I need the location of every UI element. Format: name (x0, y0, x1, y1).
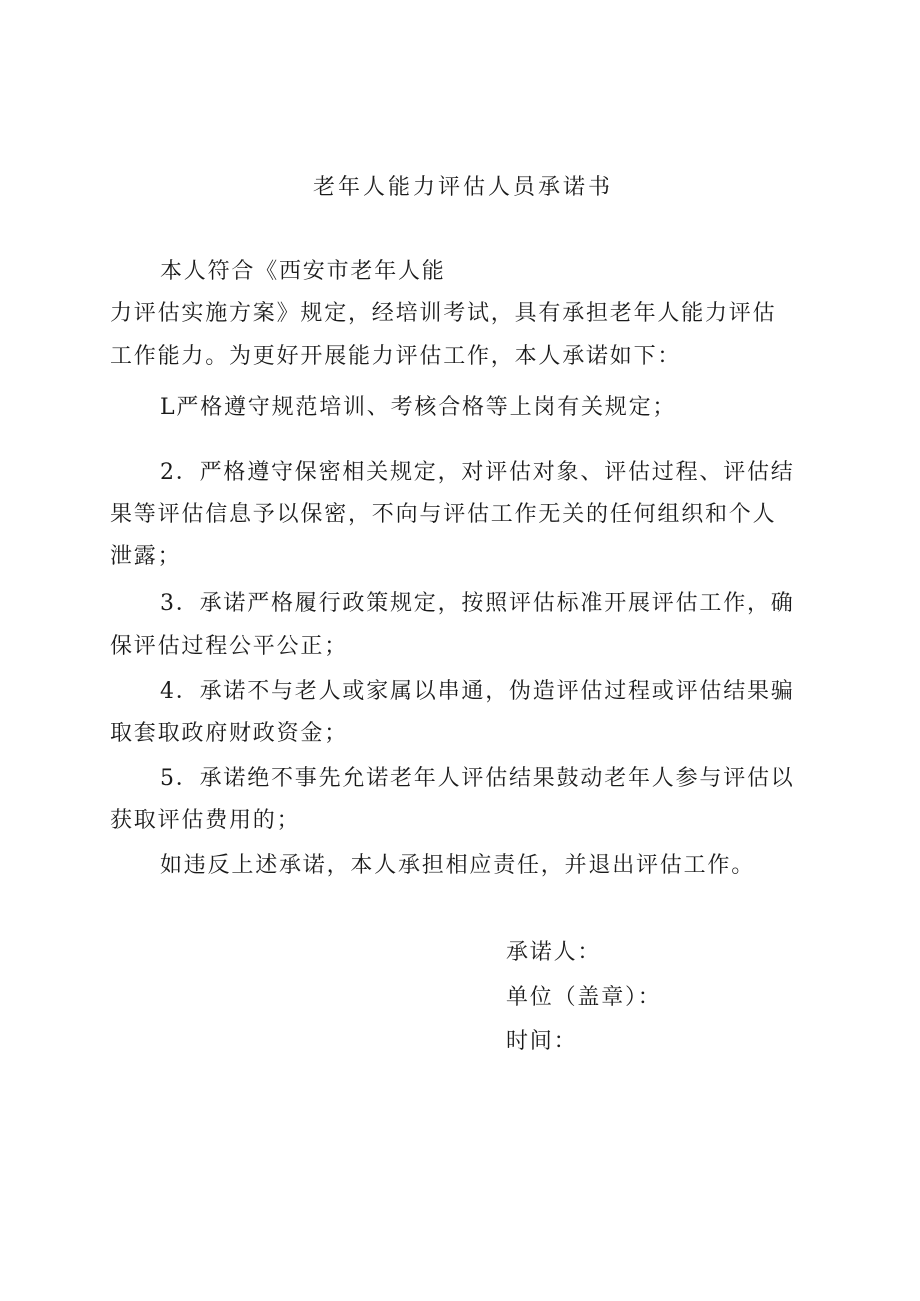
item-4-line-1: 4．承诺不与老人或家属以串通，伪造评估过程或评估结果骗 (160, 679, 795, 704)
item-3-line-1: 3．承诺严格履行政策规定，按照评估标准开展评估工作，确 (160, 591, 795, 616)
signature-unit: 单位（盖章）： (506, 985, 662, 1010)
item-2-line-3: 泄露； (110, 544, 182, 569)
signature-promiser: 承诺人： (506, 940, 602, 965)
intro-line-1: 本人符合《西安市老年人能 (160, 259, 446, 284)
item-3-line-2: 保评估过程公平公正； (110, 634, 349, 659)
closing-statement: 如违反上述承诺，本人承担相应责任，并退出评估工作。 (160, 853, 756, 878)
intro-line-2: 力评估实施方案》规定，经培训考试，具有承担老年人能力评估 (110, 301, 777, 326)
intro-line-3: 工作能力。为更好开展能力评估工作，本人承诺如下： (110, 344, 682, 369)
item-1-line-1: L严格遵守规范培训、考核合格等上岗有关规定； (160, 395, 677, 420)
item-4-line-2: 取套取政府财政资金； (110, 721, 349, 746)
signature-time: 时间： (506, 1029, 578, 1054)
item-2-line-1: 2．严格遵守保密相关规定，对评估对象、评估过程、评估结 (160, 460, 795, 485)
item-5-line-1: 5．承诺绝不事先允诺老年人评估结果鼓动老年人参与评估以 (160, 766, 795, 791)
item-2-line-2: 果等评估信息予以保密，不向与评估工作无关的任何组织和个人 (110, 502, 777, 527)
item-5-line-2: 获取评估费用的； (110, 808, 301, 833)
page-title: 老年人能力评估人员承诺书 (313, 175, 614, 200)
